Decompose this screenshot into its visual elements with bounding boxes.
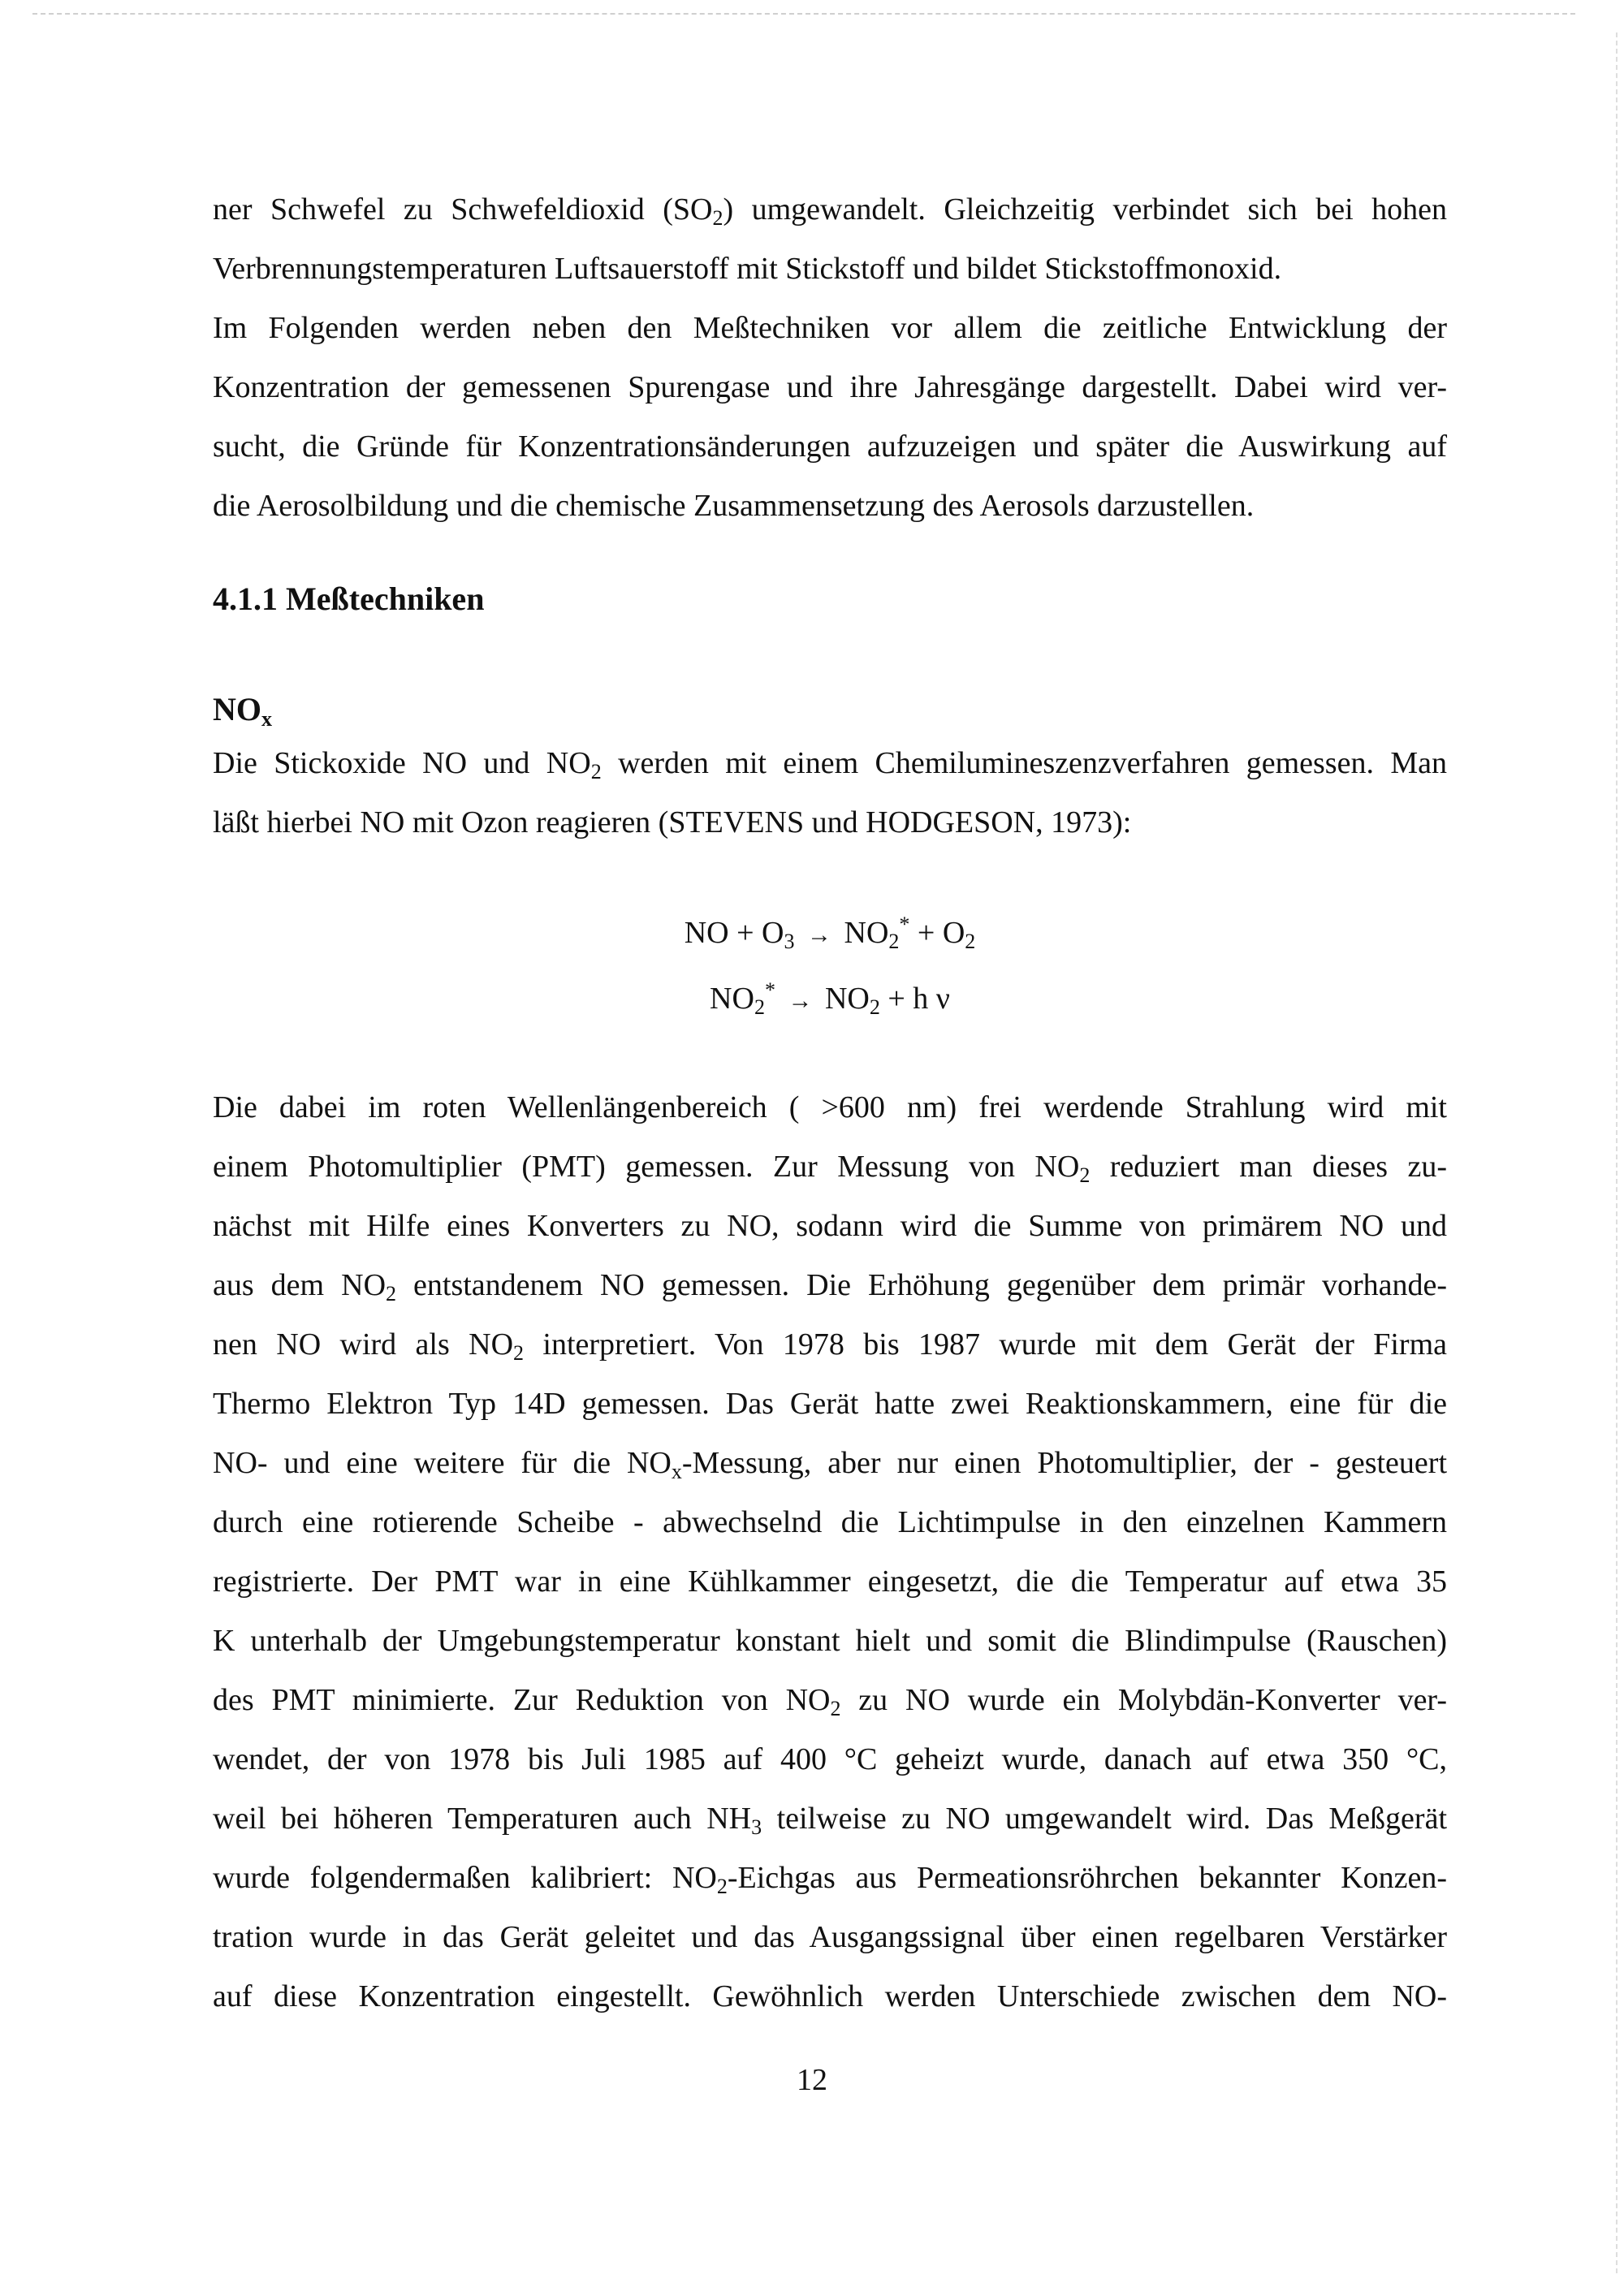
text-line: wendet, der von 1978 bis Juli 1985 auf 400 °C geheizt wurde, danach auf etwa 350 °C,: [213, 1742, 1447, 1776]
text-line: die Aerosolbildung und die chemische Zusammensetzung des Aerosols darzustellen.: [213, 489, 1255, 523]
text-line: registrierte. Der PMT war in eine Kühlkammer eingesetzt, die die Temperatur auf etwa 35: [213, 1564, 1447, 1599]
text-line: ner Schwefel zu Schwefeldioxid $(SO_2)$ umgewandelt. Gleichzeitig verbindet sich bei hohen: [213, 192, 1447, 230]
scan-edge-right: [1616, 32, 1618, 2273]
page-number: 12: [797, 2063, 827, 2097]
text-line: nen NO wird als $NO_2$ interpretiert. Von 1978 bis 1987 wurde mit dem Gerät der Firma: [213, 1327, 1447, 1365]
text-line: aus dem $NO_2$ entstandenem NO gemessen. Die Erhöhung gegenüber dem primär vorhande-: [213, 1268, 1447, 1306]
text-line: nächst mit Hilfe eines Konverters zu NO, sodann wird die Summe von primärem NO und: [213, 1209, 1447, 1243]
measurement-paragraph: [213, 1078, 1447, 2026]
text-line: des PMT minimierte. Zur Reduktion von $NO_2$ zu NO wurde ein Molybdän-Konverter ver-: [213, 1683, 1447, 1720]
text-line: weil bei höheren Temperaturen auch $NH_3$ teilweise zu NO umgewandelt wird. Das Meßgerät: [213, 1802, 1447, 1839]
text-line: K unterhalb der Umgebungstemperatur konstant hielt und somit die Blindimpulse (Rauschen): [213, 1624, 1447, 1658]
intro-paragraph: [213, 180, 1447, 536]
equation-1: NO + $O_3 \to NO_2^* + O_2$: [684, 913, 976, 953]
page-content: [213, 180, 1447, 2026]
text-line: läßt hierbei NO mit Ozon reagieren (STEVENS und HODGESON, 1973):: [213, 805, 1132, 839]
text-line: Im Folgenden werden neben den Meßtechniken vor allem die zeitliche Entwicklung der: [213, 311, 1447, 345]
text-line: NO- und eine weitere für die $NO_x$-Messung, aber nur einen Photomultiplier, der - gesteuert: [213, 1446, 1447, 1483]
scan-edge-top: [32, 13, 1575, 15]
text-line: sucht, die Gründe für Konzentrationsänderungen aufzuzeigen und später die Auswirkung auf: [213, 429, 1447, 464]
reaction-equations: [213, 901, 1447, 1033]
text-line: Konzentration der gemessenen Spurengase und ihre Jahresgänge dargestellt. Dabei wird ver-: [213, 370, 1447, 404]
arrow-icon: →: [807, 921, 831, 948]
text-line: auf diese Konzentration eingestellt. Gewöhnlich werden Unterschiede zwischen dem NO-: [213, 1979, 1447, 2013]
arrow-icon: →: [788, 987, 813, 1014]
text-line: tration wurde in das Gerät geleitet und das Ausgangssignal über einen regelbaren Verstärker: [213, 1920, 1447, 1954]
text-line: wurde folgendermaßen kalibriert: $NO_2$-Eichgas aus Permeationsröhrchen bekannter Konzen-: [213, 1861, 1447, 1898]
equation-2: $NO_2^* \to NO_2 + h$ ν: [710, 978, 950, 1019]
section-heading: 4.1.1 Meßtechniken: [213, 580, 485, 617]
nox-intro-paragraph: [213, 734, 1447, 852]
subheading-nox: $NO_x$: [213, 691, 272, 731]
text-line: einem Photomultiplier (PMT) gemessen. Zur Messung von $NO_2$ reduziert man dieses zu-: [213, 1150, 1447, 1187]
text-line: Thermo Elektron Typ 14D gemessen. Das Gerät hatte zwei Reaktionskammern, eine für die: [213, 1387, 1447, 1421]
text-line: Verbrennungstemperaturen Luftsauerstoff mit Stickstoff und bildet Stickstoffmonoxid.: [213, 252, 1282, 286]
text-line: Die dabei im roten Wellenlängenbereich ( >600 nm) frei werdende Strahlung wird mit: [213, 1090, 1447, 1124]
text-line: Die Stickoxide NO und $NO_2$ werden mit einem Chemilumineszenzverfahren gemessen. Man: [213, 746, 1447, 783]
text-line: durch eine rotierende Scheibe - abwechselnd die Lichtimpulse in den einzelnen Kammern: [213, 1505, 1447, 1539]
